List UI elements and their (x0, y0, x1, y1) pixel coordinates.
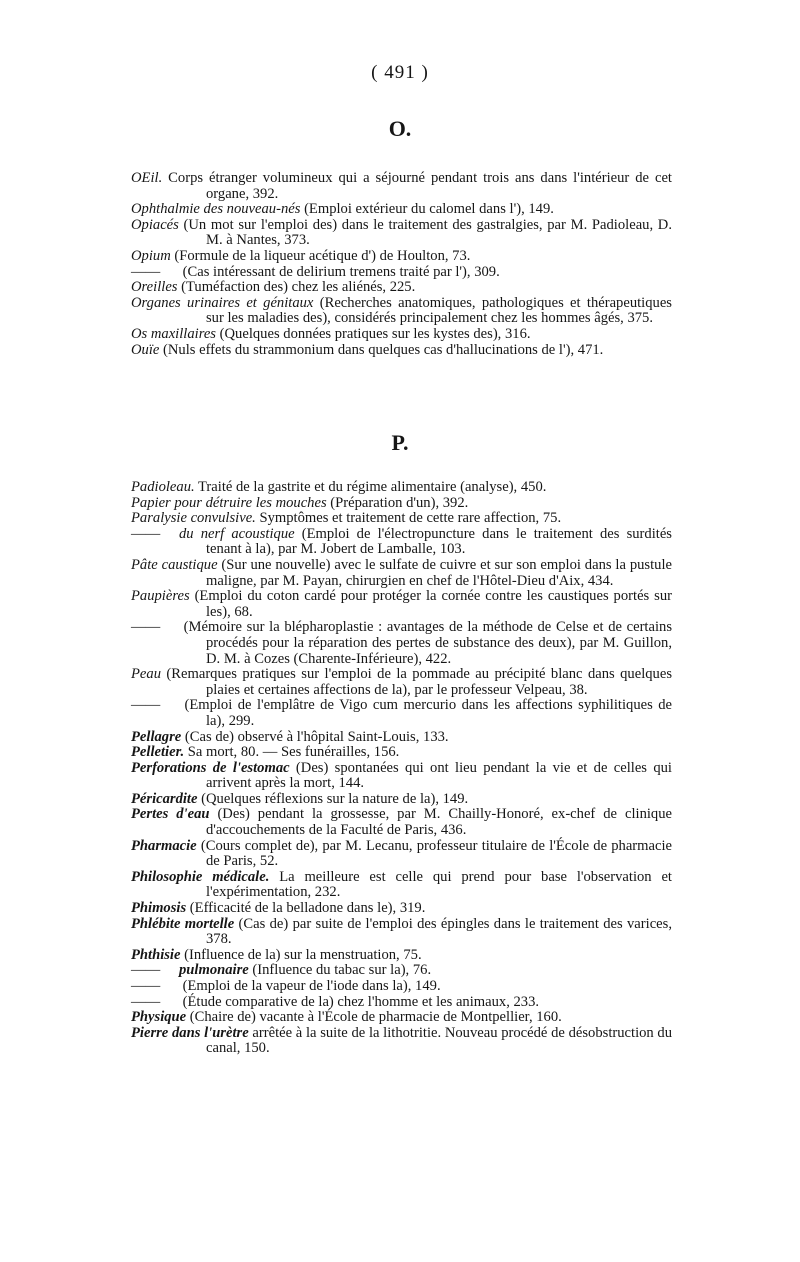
index-text: arrêtée à la suite de la lithotritie. Nouveau procédé de désobstruction du canal, 150. (206, 1024, 673, 1057)
ditto-dash: —— (131, 619, 161, 636)
index-entry (131, 620, 672, 667)
index-term: Pâte caustique (131, 556, 218, 573)
index-entry (131, 901, 672, 917)
index-text: (Cours complet de), par M. Lecanu, professeur titulaire de l'École de pharmacie de Paris, 52. (196, 837, 672, 870)
index-term: du nerf acoustique (179, 525, 295, 542)
index-text: (Nuls effets du strammonium dans quelques cas d'hallucinations de l'), 471. (159, 341, 604, 358)
index-term: Oreilles (131, 279, 178, 296)
index-entry (131, 1010, 672, 1026)
index-entry (131, 280, 672, 296)
index-entry (131, 171, 672, 202)
index-text: (Étude comparative de la) chez l'homme et les animaux, 233. (179, 993, 540, 1010)
index-term: Paralysie convulsive. (131, 510, 256, 527)
index-text: (Cas de) observé à l'hôpital Saint-Louis, 133. (181, 728, 449, 745)
index-term: Pelletier. (131, 744, 185, 761)
index-text: (Cas intéressant de delirium tremens traité par l'), 309. (179, 263, 500, 280)
index-text: (Influence de la) sur la menstruation, 75. (180, 946, 422, 963)
index-entry (131, 698, 672, 729)
ditto-dash: —— (131, 978, 161, 994)
index-entry (131, 249, 672, 265)
index-term: Phimosis (131, 900, 187, 917)
index-entry (131, 792, 672, 808)
index-entry (131, 480, 672, 496)
index-term: Opium (131, 247, 171, 264)
index-text: (Emploi de la vapeur de l'iode dans la), 149. (179, 978, 441, 994)
index-section-p (131, 480, 672, 1057)
index-entry (131, 511, 672, 527)
index-entry (131, 979, 672, 995)
index-term: Ouïe (131, 341, 160, 358)
index-entry (131, 265, 672, 281)
index-text: Symptômes et traitement de cette rare affection, 75. (255, 510, 562, 527)
index-term: OEil. (131, 170, 163, 186)
index-term: Organes urinaires et génitaux (131, 294, 314, 311)
index-text: (Emploi extérieur du calomel dans l'), 149. (300, 201, 554, 218)
index-entry (131, 761, 672, 792)
index-entry (131, 296, 672, 327)
index-entry (131, 807, 672, 838)
index-entry (131, 589, 672, 620)
index-term: Os maxillaires (131, 325, 216, 342)
index-term: Physique (131, 1009, 187, 1026)
index-term: Phthisie (131, 946, 181, 963)
index-term: Perforations de l'estomac (131, 759, 290, 776)
index-entry (131, 730, 672, 746)
index-text: Sa mort, 80. — Ses funérailles, 156. (184, 744, 400, 761)
index-entry (131, 839, 672, 870)
index-term: Opiacés (131, 216, 179, 233)
index-text: (Remarques pratiques sur l'emploi de la pommade au précipité blanc dans quelques plaies et certaines affections de la), par le professeur Velpeau, 38. (161, 666, 672, 698)
index-term: pulmonaire (179, 962, 249, 979)
index-text: (Influence du tabac sur la), 76. (248, 962, 432, 979)
index-term: Pellagre (131, 728, 182, 745)
index-term: Phlébite mortelle (131, 915, 235, 932)
index-entry (131, 1026, 672, 1057)
index-entry (131, 496, 672, 512)
index-term: Ophthalmie des nouveau-nés (131, 201, 301, 218)
ditto-dash: —— (131, 525, 161, 542)
index-text: (Formule de la liqueur acétique d') de Houlton, 73. (170, 247, 471, 264)
index-text: (Des) pendant la grossesse, par M. Chailly-Honoré, ex-chef de clinique d'accouchements de la Faculté de Paris, 436. (206, 806, 672, 839)
index-term: Papier pour détruire les mouches (131, 494, 327, 511)
index-term: Pertes d'eau (131, 806, 210, 823)
index-term: Padioleau. (131, 479, 195, 495)
index-text: (Tuméfaction des) chez les aliénés, 225. (177, 279, 416, 296)
index-term: Paupières (131, 588, 190, 605)
index-text: (Cas de) par suite de l'emploi des épingles dans le traitement des varices, 378. (206, 915, 672, 948)
index-entry (131, 343, 672, 359)
index-text: (Emploi du coton cardé pour protéger la cornée contre les caustiques portés sur les), 68. (189, 588, 672, 620)
index-section-o (131, 171, 672, 358)
section-letter-o: O. (388, 116, 412, 141)
index-text: Corps étranger volumineux qui a séjourné pendant trois ans dans l'intérieur de cet organe, 392. (162, 170, 672, 202)
index-entry (131, 218, 672, 249)
index-term: Pierre dans l'urètre (131, 1024, 249, 1041)
index-entry (131, 558, 672, 589)
index-entry (131, 917, 672, 948)
index-text: (Chaire de) vacante à l'École de pharmacie de Montpellier, 160. (186, 1009, 562, 1026)
index-term: Péricardite (131, 790, 198, 807)
index-text: (Un mot sur l'emploi des) dans le traitement des gastralgies, par M. Padioleau, D. M. à Nantes, 373. (178, 216, 672, 249)
page-number: ( 491 ) (371, 62, 429, 83)
index-text: Traité de la gastrite et du régime alimentaire (analyse), 450. (194, 479, 547, 495)
index-entry (131, 327, 672, 343)
index-text: (Emploi de l'emplâtre de Vigo cum mercurio dans les affections syphilitiques de la), 299. (179, 697, 672, 729)
ditto-dash: —— (131, 697, 161, 714)
index-text: (Efficacité de la belladone dans le), 319. (186, 900, 426, 917)
index-text: (Mémoire sur la blépharoplastie : avantages de la méthode de Celse et de certains procédés pour la réparation des pertes de substance des deux), par M. Guillon, D. M. à Cozes (Charente-Inférieure), 422. (179, 619, 672, 667)
index-text: (Quelques réflexions sur la nature de la), 149. (197, 790, 469, 807)
index-entry (131, 870, 672, 901)
ditto-dash: —— (131, 263, 161, 280)
index-text: (Sur une nouvelle) avec le sulfate de cuivre et sur son emploi dans la pustule maligne, par M. Payan, chirurgien en chef de l'Hôtel-Dieu d'Aix, 434. (206, 556, 672, 589)
index-term: Peau (131, 666, 161, 683)
index-entry (131, 202, 672, 218)
index-text: (Préparation d'un), 392. (326, 494, 469, 511)
index-term: Philosophie médicale. (131, 868, 270, 885)
index-entry (131, 527, 672, 558)
index-entry (131, 948, 672, 964)
index-term: Pharmacie (131, 837, 197, 854)
index-text: (Recherches anatomiques, pathologiques et thérapeutiques sur les maladies des), considérés principalement chez les hommes âgés, 375. (206, 294, 672, 327)
index-entry (131, 963, 672, 979)
ditto-dash: —— (131, 993, 161, 1010)
index-text: (Emploi de l'électropuncture dans le traitement des surdités tenant à la), par M. Jobert de Lamballe, 103. (206, 525, 672, 558)
index-entry (131, 995, 672, 1011)
index-entry (131, 667, 672, 698)
index-text: (Des) spontanées qui ont lieu pendant la vie et de celles qui arrivent après la mort, 144. (206, 759, 672, 792)
index-entry (131, 745, 672, 761)
index-text: (Quelques données pratiques sur les kystes des), 316. (216, 325, 531, 342)
section-letter-p: P. (391, 430, 409, 455)
index-text: La meilleure est celle qui prend pour base l'observation et l'expérimentation, 232. (206, 868, 672, 901)
ditto-dash: —— (131, 962, 161, 979)
